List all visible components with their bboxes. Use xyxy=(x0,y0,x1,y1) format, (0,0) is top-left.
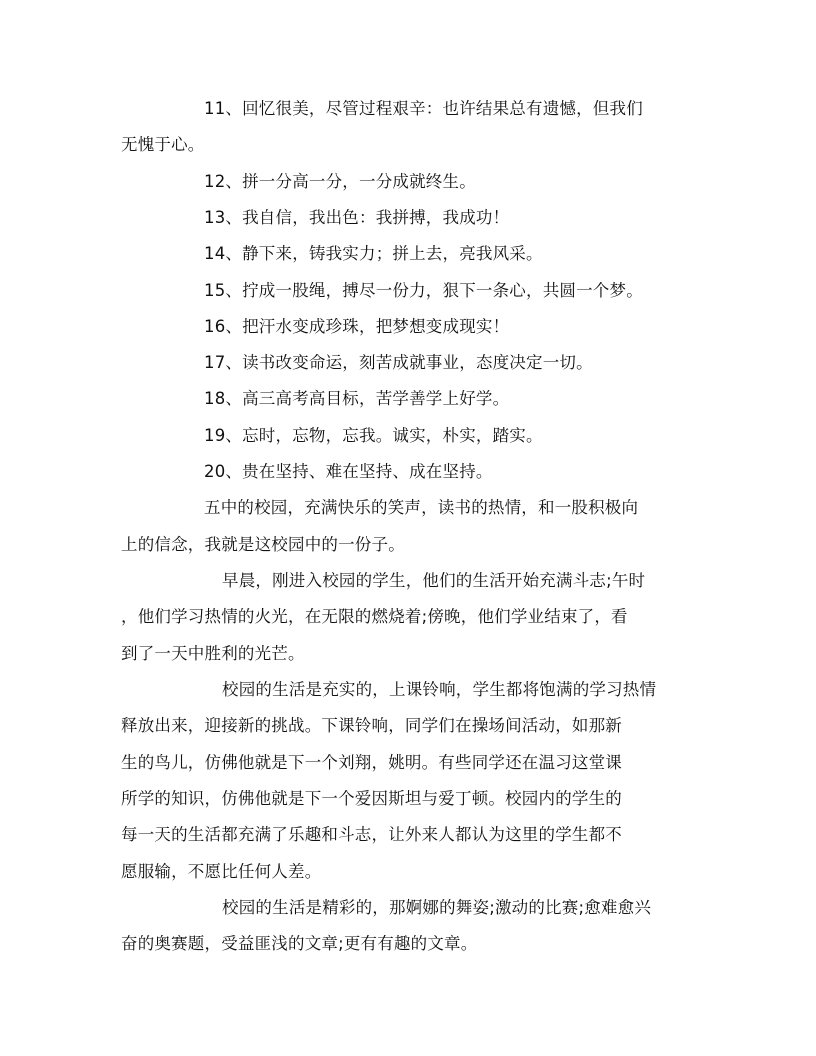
paragraph-3-line-3: 生的鸟儿，仿佛他就是下一个刘翔，姚明。有些同学还在温习这堂课 xyxy=(121,753,622,772)
list-item-12: 12、拼一分高一分，一分成就终生。 xyxy=(204,172,476,191)
list-item-19: 19、忘时，忘物，忘我。诚实，朴实，踏实。 xyxy=(204,426,543,445)
paragraph-4-line-1: 校园的生活是精彩的，那婀娜的舞姿;激动的比赛;愈难愈兴 xyxy=(222,898,652,917)
list-item-18: 18、高三高考高目标，苦学善学上好学。 xyxy=(204,389,510,408)
paragraph-3-line-2: 释放出来，迎接新的挑战。下课铃响，同学们在操场间活动，如那新 xyxy=(121,716,622,735)
paragraph-2-line-2: ，他们学习热情的火光，在无限的燃烧着;傍晚，他们学业结束了，看 xyxy=(121,607,628,626)
list-item-15: 15、拧成一股绳，搏尽一份力，狠下一条心，共圆一个梦。 xyxy=(204,281,643,300)
paragraph-3-line-1: 校园的生活是充实的，上课铃响，学生都将饱满的学习热情 xyxy=(222,680,657,699)
paragraph-3-line-5: 每一天的生活都充满了乐趣和斗志，让外来人都认为这里的学生都不 xyxy=(121,825,622,844)
paragraph-1-line-2: 上的信念，我就是这校园中的一份子。 xyxy=(121,535,405,554)
list-item-11: 11、回忆很美，尽管过程艰辛：也许结果总有遗憾，但我们 xyxy=(204,99,643,118)
paragraph-4-line-2: 奋的奥赛题，受益匪浅的文章;更有有趣的文章。 xyxy=(121,934,478,953)
paragraph-3-line-6: 愿服输，不愿比任何人差。 xyxy=(121,862,322,881)
list-item-14: 14、静下来，铸我实力；拼上去，亮我风采。 xyxy=(204,244,543,263)
list-item-11-cont: 无愧于心。 xyxy=(121,135,205,154)
list-item-20: 20、贵在坚持、难在坚持、成在坚持。 xyxy=(204,462,493,481)
paragraph-2-line-3: 到了一天中胜利的光芒。 xyxy=(121,644,305,663)
paragraph-1-line-1: 五中的校园，充满快乐的笑声，读书的热情，和一股积极向 xyxy=(204,498,639,517)
paragraph-3-line-4: 所学的知识，仿佛他就是下一个爱因斯坦与爱丁顿。校园内的学生的 xyxy=(121,789,622,808)
paragraph-2-line-1: 早晨，刚进入校园的学生，他们的生活开始充满斗志;午时 xyxy=(222,571,646,590)
list-item-16: 16、把汗水变成珍珠，把梦想变成现实！ xyxy=(204,317,510,336)
list-item-13: 13、我自信，我出色：我拼搏，我成功！ xyxy=(204,208,510,227)
list-item-17: 17、读书改变命运，刻苦成就事业，态度决定一切。 xyxy=(204,353,593,372)
